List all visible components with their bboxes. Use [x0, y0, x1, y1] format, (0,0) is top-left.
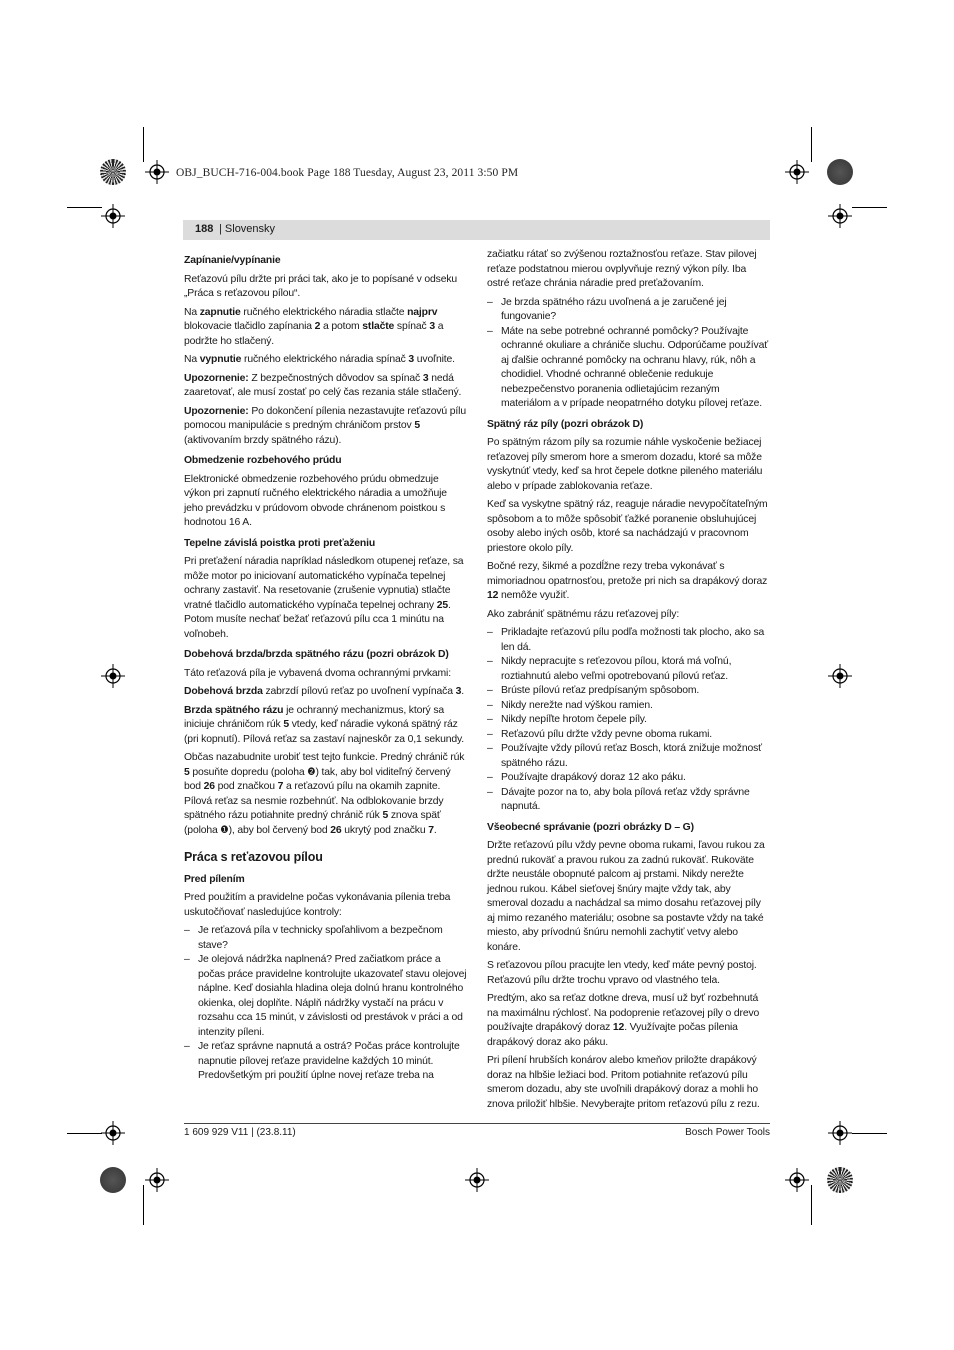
paragraph: Dobehová brzda zabrzdí pílovú reťaz po uvoľnení vypínača 3.	[184, 686, 464, 697]
paragraph: Občas nazabudnite urobiť test tejto funkcie. Predný chránič rúk 5 posuňte dopredu (poloha ❷) tak, aby bol viditeľný červený bod 26 pod značkou 7 a reťazovú pílu na okamih zapnite. Pílová reťaz sa nesmie rozbehnúť. Na odblokovanie brzdy spätného rázu potiahnite predný chránič rúk 5 znova späť (poloha ❶), aby bol červený bod 26 ukrytý pod značku 7.	[184, 752, 465, 836]
crop-line	[811, 1185, 812, 1225]
registration-mark-icon	[828, 1121, 852, 1145]
registration-mark-icon	[785, 160, 809, 184]
list-item: – Je reťazová píla v technicky spoľahlivom a bezpečnom stave?	[184, 924, 467, 953]
registration-mark-icon	[101, 1121, 125, 1145]
list-item: – Prikladajte reťazovú pílu podľa možnosti tak plocho, ako sa len dá.	[487, 626, 770, 655]
paragraph: Reťazovú pílu držte pri práci tak, ako je to popísané v odseku „Práca s reťazovou pílou“.	[184, 273, 457, 299]
paragraph: Pri pílení hrubších konárov alebo kmeňov priložte drapákový doraz na hlbšie ležiaci bod. Pritom potiahnite reťazovú pílu smerom dozadu, aby ste uvoľnili drapákový doraz a mohli ho znova priložiť hlbšie. Nevyberajte pritom reťazovú pílu z rezu.	[487, 1055, 760, 1110]
list-item: – Nikdy nerežte nad výškou ramien.	[487, 699, 770, 714]
paragraph: Brzda spätného rázu je ochranný mechanizmus, ktorý sa iniciuje chráničom rúk 5 vtedy, keď náradie vykoná spätný ráz (pri kopnutí). Pílová reťaz sa zastaví najneskôr za 0,1 sekundy.	[184, 704, 464, 745]
paragraph: Upozornenie: Po dokončení pílenia nezastavujte reťazovú pílu pomocou manipulácie s predným chráničom prstov 5 (aktivovaním brzdy spätného rázu).	[184, 405, 466, 446]
registration-mark-icon	[465, 1168, 489, 1192]
left-text-column	[184, 248, 467, 1088]
list-item: – Nikdy nepracujte s reťezovou pílou, ktorá má voľnú, roztiahnutú alebo veľmi opotrebovanú pílovú reťaz.	[487, 655, 770, 684]
list-item: – Máte na sebe potrebné ochranné pomôcky? Používajte ochranné okuliare a chrániče sluchu. Odporúčame používať aj ďalšie ochranné pomôcky na ochranu hlavy, rúk, nôh a chodidiel. Vhodné ochranné oblečenie redukuje nebezpečenstvo poranenia odlietajúcim rezaným materiálom a v prípade neopatrného dotyku pílovej reťaze.	[487, 325, 770, 412]
color-calibration-disc-icon	[827, 1167, 853, 1193]
registration-mark-icon	[101, 204, 125, 228]
bullet-list	[487, 626, 770, 815]
print-info-line: OBJ_BUCH-716-004.book Page 188 Tuesday, August 23, 2011 3:50 PM	[176, 167, 519, 179]
paragraph: Ako zabrániť spätnému rázu reťazovej píly:	[487, 608, 680, 620]
right-text-column	[487, 248, 770, 1116]
section-heading: Práca s reťazovou pílou	[184, 850, 323, 864]
registration-mark-icon	[785, 1168, 809, 1192]
list-item: – Dávajte pozor na to, aby bola pílová reťaz vždy správne napnutá.	[487, 786, 770, 815]
list-item: – Brúste pílovú reťaz predpísaným spôsobom.	[487, 684, 770, 699]
paragraph: Predtým, ako sa reťaz dotkne dreva, musí už byť rozbehnutá na maximálnu rýchlosť. Na podoprenie reťazovej píly o drevo používajte drapákový doraz 12. Využívajte počas pílenia drapákový doraz ako páku.	[487, 993, 760, 1048]
list-item: – Nikdy nepíľte hrotom čepele píly.	[487, 713, 770, 728]
section-heading: Pred pílením	[184, 873, 245, 885]
crop-line	[143, 1185, 144, 1225]
page-header	[183, 220, 770, 240]
section-heading: Obmedzenie rozbehového prúdu	[184, 455, 342, 466]
section-heading: Spätný ráz píly (pozri obrázok D)	[487, 418, 644, 430]
section-heading: Zapínanie/vypínanie	[184, 255, 281, 266]
paragraph: Po spätným rázom píly sa rozumie náhle vyskočenie bežiacej reťazovej píly smerom hore a smerom dozadu, ktoré sa môže vyskytnúť vtedy, keď sa hrot čepele dotkne pileného materiálu alebo v prípade zablokovania reťaze.	[487, 437, 763, 492]
color-calibration-disc-icon	[827, 159, 853, 185]
crop-line	[143, 127, 144, 162]
list-item: – Je reťaz správne napnutá a ostrá? Počas práce kontrolujte napnutie pílovej reťaze pravidelne každých 10 minút. Predovšetkým pri použití úplne novej reťaze treba na	[184, 1040, 467, 1084]
paragraph: Na vypnutie ručného elektrického náradia spínač 3 uvoľnite.	[184, 354, 455, 365]
registration-mark-icon	[145, 160, 169, 184]
list-item: – Reťazovú pílu držte vždy pevne oboma rukami.	[487, 728, 770, 743]
registration-mark-icon	[828, 664, 852, 688]
bullet-list	[487, 296, 770, 412]
paragraph: Upozornenie: Z bezpečnostných dôvodov sa spínač 3 nedá zaaretovať, ale musí zostať po celý čas rezania stále stlačený.	[184, 372, 462, 398]
registration-mark-icon	[101, 664, 125, 688]
paragraph: Držte reťazovú pílu vždy pevne oboma rukami, ľavou rukou za prednú rukoväť a pravou rukou za zadnú rukoväť. Rukoväte držte neustále obopnuté palcom aj prstami. Nikdy nerežte jednou rukou. Kábel sieťovej šnúry majte vždy tak, aby smeroval dozadu a nachádzal sa mimo dosahu reťazovej píly aj mimo rezaného materiálu; osobne sa postavte vždy na také miesto, aby prívodnú šnúru nemohli zachytiť vetvy alebo konáre.	[487, 840, 765, 953]
language-label: | Slovensky	[219, 223, 276, 235]
paragraph: Pri preťažení náradia napríklad následkom otupenej reťaze, sa môže motor po iniciovaní automatického vypínača tepelnej ochrany zastaviť. Na resetovanie (zrušenie vypnutia) stlačte vratné tlačidlo automatického vypínača tepelnej ochrany 25. Potom musíte nechať bežať reťazovú pílu cca 1 minútu na voľnobeh.	[184, 556, 464, 640]
paragraph: Elektronické obmedzenie rozbehového prúdu obmedzuje výkon pri zapnutí ručného elektrického náradia a umožňuje jeho prevádzku v prúdovom obvode chránenom poistkou s hodnotou 16 A.	[184, 473, 447, 528]
footer-doc-number: 1 609 929 V11 | (23.8.11)	[184, 1127, 296, 1138]
section-heading: Tepelne závislá poistka proti preťaženiu	[184, 537, 376, 549]
footer-rule	[184, 1123, 770, 1124]
color-calibration-disc-icon	[100, 159, 126, 185]
section-heading: Všeobecné správanie (pozri obrázky D – G)	[487, 821, 694, 833]
crop-line	[67, 1133, 102, 1134]
paragraph: Keď sa vyskytne spätný ráz, reaguje náradie nevypočítateľným spôsobom a to môže spôsobiť ťažké poranenie obsluhujúcej osoby alebo iných osôb, ktoré sa nachádzajú v pracovnom priestore okolo píly.	[487, 499, 768, 554]
crop-line	[811, 127, 812, 162]
crop-line	[852, 1133, 887, 1134]
list-item: – Používajte drapákový doraz 12 ako páku.	[487, 771, 770, 786]
paragraph: Na zapnutie ručného elektrického náradia stlačte najprv blokovacie tlačidlo zapínania 2 a potom stlačte spínač 3 a podržte ho stlačený.	[184, 306, 444, 347]
list-item: – Je olejová nádržka naplnená? Pred začiatkom práce a počas práce pravidelne kontrolujte ukazovateľ stavu olejovej náplne. Keď dosiahla hladina oleja dolnú hranu kontrolného okienka, olej doplňte. Náplň nádržky vystačí na prácu v rozsahu cca 15 minút, v závislosti od prestávok v práci a od intenzity píleni.	[184, 953, 467, 1040]
registration-mark-icon	[828, 204, 852, 228]
registration-mark-icon	[145, 1168, 169, 1192]
list-item: – Používajte vždy pílovú reťaz Bosch, ktorá znižuje možnosť spätného rázu.	[487, 742, 770, 771]
paragraph: Táto reťazová píla je vybavená dvoma ochrannými prvkami:	[184, 667, 451, 679]
paragraph: S reťazovou pílou pracujte len vtedy, keď máte pevný postoj. Reťazovú pílu držte trochu vpravo od vlastného tela.	[487, 960, 757, 986]
list-item: – Je brzda spätného rázu uvoľnená a je zaručené jej fungovanie?	[487, 296, 770, 325]
footer-brand: Bosch Power Tools	[685, 1127, 770, 1138]
paragraph: začiatku rátať so zvýšenou roztažnosťou reťaze. Stav pilovej reťaze podstatnou mierou ovplyvňuje rezný výkon píly. Iba ostré reťaze chránia náradie pred preťažovaním.	[487, 249, 757, 289]
color-calibration-disc-icon	[100, 1167, 126, 1193]
paragraph: Pred použitím a pravidelne počas vykonávania pílenia treba uskutočňovať nasledujúce kontroly:	[184, 892, 451, 918]
crop-line	[67, 207, 102, 208]
page-number: 188	[195, 223, 214, 235]
bullet-list	[184, 924, 467, 1084]
crop-line	[852, 207, 887, 208]
section-heading: Dobehová brzda/brzda spätného rázu (pozri obrázok D)	[184, 649, 449, 660]
paragraph: Bočné rezy, šikmé a pozdĺžne rezy treba vykonávať s mimoriadnou opatrnosťou, pretože pri nich sa drapákový doraz 12 nemôže využiť.	[487, 561, 768, 601]
